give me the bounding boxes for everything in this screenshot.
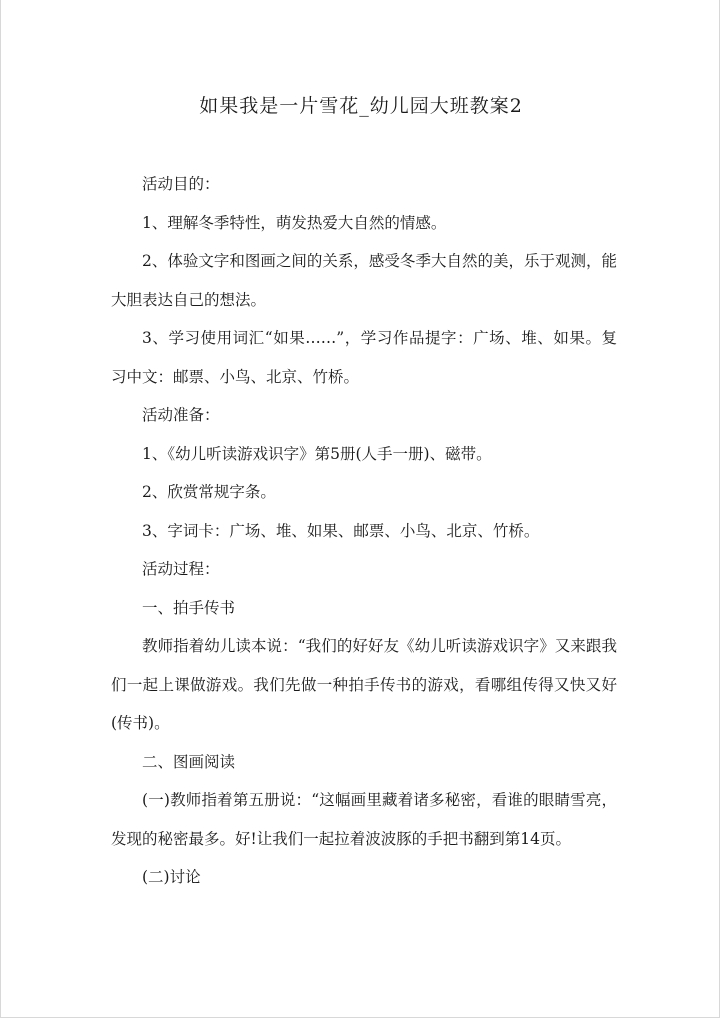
preparation-item-1: 1、《幼儿听读游戏识字》第5册(人手一册)、磁带。 [142,444,492,463]
document-title: 如果我是一片雪花_幼儿园大班教案2 [199,95,523,117]
process-substep-1: (一)教师指着第五册说：“这幅画里藏着诸多秘密，看谁的眼睛雪亮，发现的秘密最多。好!让我们一起拉着波波豚的手把书翻到第14页。 [111,791,617,848]
document-body [111,165,617,897]
process-step-heading-1: 一、拍手传书 [142,598,236,617]
preparation-item-2: 2、欣赏常规字条。 [142,483,276,501]
goal-item-3: 3、学习使用词汇“如果……”，学习作品提字：广场、堆、如果。复习中文：邮票、小鸟、北京、竹桥。 [111,329,617,386]
section-heading-goals: 活动目的： [142,175,220,193]
process-step-heading-2: 二、图画阅读 [142,752,236,771]
goal-item-1: 1、理解冬季特性，萌发热爱大自然的情感。 [142,213,447,232]
goal-item-2: 2、体验文字和图画之间的关系，感受冬季大自然的美，乐于观测，能大胆表达自己的想法。 [111,252,617,309]
section-heading-preparation: 活动准备： [142,406,220,424]
section-heading-process: 活动过程： [142,560,220,578]
process-step-paragraph-1: 教师指着幼儿读本说：“我们的好好友《幼儿听读游戏识字》又来跟我们一起上课做游戏。我们先做一种拍手传书的游戏，看哪组传得又快又好(传书)。 [111,637,617,732]
preparation-item-3: 3、字词卡：广场、堆、如果、邮票、小鸟、北京、竹桥。 [142,521,540,540]
process-substep-2: (二)讨论 [142,868,201,886]
